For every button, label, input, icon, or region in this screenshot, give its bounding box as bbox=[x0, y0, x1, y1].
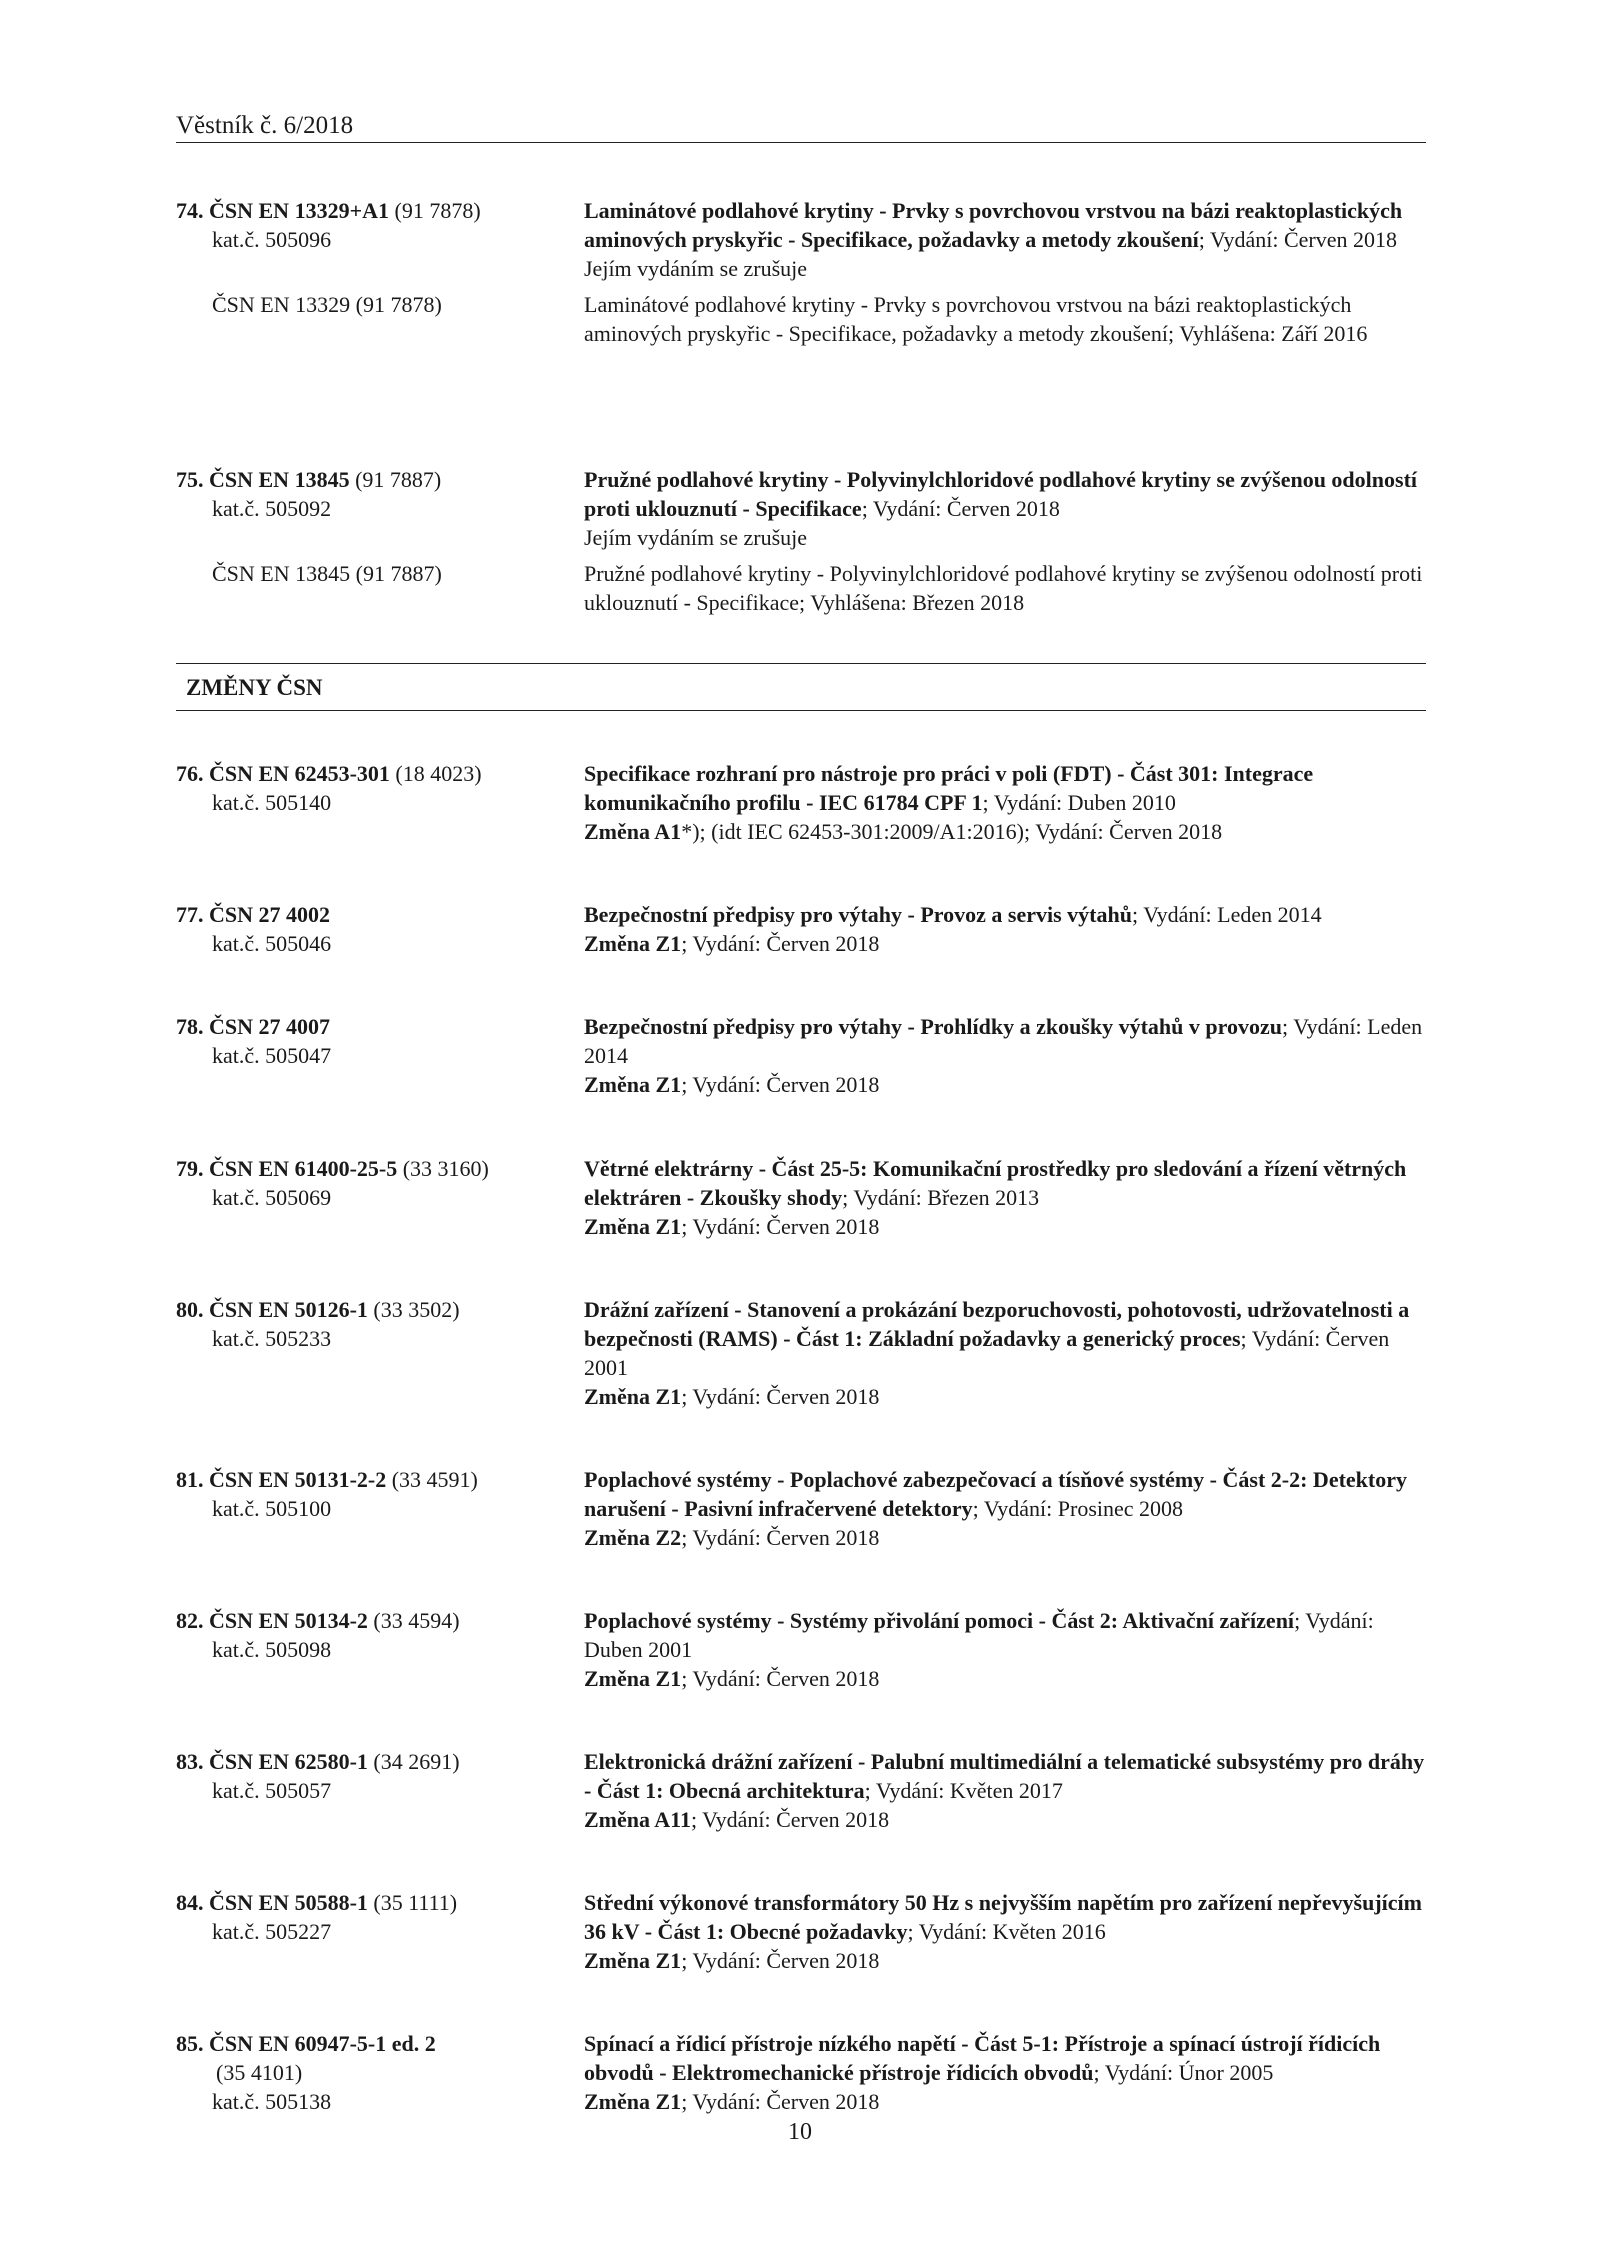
standard-entry-76 bbox=[176, 759, 1426, 846]
entry-number: 77. bbox=[176, 902, 209, 927]
entry-number: 82. bbox=[176, 1608, 209, 1633]
class-code: (91 7878) bbox=[389, 198, 481, 223]
standard-code: ČSN EN 50588-1 bbox=[209, 1890, 368, 1915]
entry-id bbox=[176, 2029, 584, 2116]
issue-date: ; Vydání: Leden 2014 bbox=[584, 1014, 1423, 1068]
entry-id bbox=[176, 196, 584, 283]
change-label: Změna A1 bbox=[584, 819, 682, 844]
catalog-number: kat.č. 505092 bbox=[212, 496, 332, 521]
entry-description bbox=[584, 759, 1426, 846]
cancel-note: Jejím vydáním se zrušuje bbox=[584, 256, 808, 281]
entry-number: 80. bbox=[176, 1297, 209, 1322]
standard-entry-78 bbox=[176, 1012, 1426, 1099]
change-label: Změna Z1 bbox=[584, 1214, 682, 1239]
standard-title: Bezpečnostní předpisy pro výtahy - Provoz a servis výtahů bbox=[584, 902, 1132, 927]
standard-entry-81 bbox=[176, 1465, 1426, 1552]
standard-title: Poplachové systémy - Systémy přivolání pomoci - Část 2: Aktivační zařízení bbox=[584, 1608, 1295, 1633]
class-code: (18 4023) bbox=[389, 761, 482, 786]
class-code: (91 7887) bbox=[349, 467, 442, 492]
change-date: ; Vydání: Červen 2018 bbox=[681, 1384, 880, 1409]
class-code: (33 3160) bbox=[397, 1156, 489, 1181]
change-label: Změna Z1 bbox=[584, 1666, 682, 1691]
change-label: Změna Z1 bbox=[584, 2089, 682, 2114]
standard-title: Elektronická drážní zařízení - Palubní multimediální a telematické subsystémy pro dráhy - Část 1: Obecná architektura bbox=[584, 1749, 1425, 1803]
issue-date: ; Vydání: Červen 2018 bbox=[861, 496, 1060, 521]
change-label: Změna Z1 bbox=[584, 1384, 682, 1409]
entry-description bbox=[584, 900, 1426, 958]
change-date: ; Vydání: Červen 2018 bbox=[690, 1807, 890, 1832]
standard-code: ČSN EN 62453-301 bbox=[209, 761, 390, 786]
entry-number: 79. bbox=[176, 1156, 209, 1181]
section-title: ZMĚNY ČSN bbox=[176, 663, 1426, 711]
standard-entry-83 bbox=[176, 1747, 1426, 1834]
cancelled-standard-code: ČSN EN 13845 (91 7887) bbox=[212, 561, 442, 586]
change-label: Změna Z1 bbox=[584, 1948, 682, 1973]
entry-id bbox=[176, 465, 584, 552]
change-label: Změna A11 bbox=[584, 1807, 691, 1832]
issue-date: ; Vydání: Únor 2005 bbox=[1093, 2060, 1274, 2085]
entry-id bbox=[176, 1154, 584, 1241]
entry-number: 76. bbox=[176, 761, 209, 786]
catalog-number: kat.č. 505100 bbox=[212, 1496, 332, 1521]
entry-description bbox=[584, 196, 1426, 283]
entry-description bbox=[584, 1295, 1426, 1411]
change-label: Změna Z1 bbox=[584, 931, 682, 956]
standard-title: Větrné elektrárny - Část 25-5: Komunikační prostředky pro sledování a řízení větrných elektráren - Zkoušky shody bbox=[584, 1156, 1407, 1210]
standard-title: Pružné podlahové krytiny - Polyvinylchloridové podlahové krytiny se zvýšenou odolností proti uklouznutí - Specifikace bbox=[584, 467, 1418, 521]
change-date: *); (idt IEC 62453-301:2009/A1:2016); Vydání: Červen 2018 bbox=[681, 819, 1223, 844]
cancelled-standard-text: Pružné podlahové krytiny - Polyvinylchloridové podlahové krytiny se zvýšenou odolností proti uklouznutí - Specifikace; Vyhlášena: Březen 2018 bbox=[584, 561, 1423, 615]
entry-id bbox=[176, 1465, 584, 1552]
class-code: (33 4591) bbox=[386, 1467, 478, 1492]
issue-date: ; Vydání: Duben 2001 bbox=[584, 1608, 1374, 1662]
cancel-note: Jejím vydáním se zrušuje bbox=[584, 525, 808, 550]
standard-entry-80 bbox=[176, 1295, 1426, 1411]
standard-title: Spínací a řídicí přístroje nízkého napětí - Část 5-1: Přístroje a spínací ústrojí řídicích obvodů - Elektromechanické přístroje řídicích obvodů bbox=[584, 2031, 1381, 2085]
page-header: Věstník č. 6/2018 bbox=[176, 112, 1426, 143]
entry-number: 84. bbox=[176, 1890, 209, 1915]
standard-title: Bezpečnostní předpisy pro výtahy - Prohlídky a zkoušky výtahů v provozu bbox=[584, 1014, 1283, 1039]
entry-number: 74. bbox=[176, 198, 209, 223]
standard-entry-75 bbox=[176, 465, 1426, 617]
catalog-number: kat.č. 505227 bbox=[212, 1919, 332, 1944]
standard-title: Poplachové systémy - Poplachové zabezpečovací a tísňové systémy - Část 2-2: Detektory narušení - Pasivní infračervené detektory bbox=[584, 1467, 1408, 1521]
catalog-number: kat.č. 505096 bbox=[212, 227, 332, 252]
entry-id bbox=[176, 1888, 584, 1975]
standard-entry-74 bbox=[176, 196, 1426, 348]
entry-id bbox=[176, 1295, 584, 1411]
change-label: Změna Z1 bbox=[584, 1072, 682, 1097]
class-code: (33 3502) bbox=[367, 1297, 460, 1322]
entry-description bbox=[584, 1465, 1426, 1552]
class-code: (33 4594) bbox=[367, 1608, 460, 1633]
standard-title: Specifikace rozhraní pro nástroje pro práci v poli (FDT) - Část 301: Integrace komunikačního profilu - IEC 61784 CPF 1 bbox=[584, 761, 1314, 815]
change-label: Změna Z2 bbox=[584, 1525, 682, 1550]
entry-number: 83. bbox=[176, 1749, 209, 1774]
issue-date: ; Vydání: Květen 2016 bbox=[907, 1919, 1106, 1944]
entry-description bbox=[584, 2029, 1426, 2116]
standard-code: ČSN EN 60947-5-1 ed. 2 bbox=[209, 2031, 436, 2056]
entry-number: 81. bbox=[176, 1467, 209, 1492]
change-date: ; Vydání: Červen 2018 bbox=[681, 1072, 880, 1097]
catalog-number: kat.č. 505046 bbox=[212, 931, 332, 956]
entry-description bbox=[584, 1888, 1426, 1975]
standard-code: ČSN EN 50134-2 bbox=[209, 1608, 368, 1633]
issue-date: ; Vydání: Červen 2018 bbox=[1198, 227, 1397, 252]
catalog-number: kat.č. 505047 bbox=[212, 1043, 332, 1068]
issue-date: ; Vydání: Prosinec 2008 bbox=[972, 1496, 1184, 1521]
class-code: (34 2691) bbox=[367, 1749, 460, 1774]
standard-entry-84 bbox=[176, 1888, 1426, 1975]
standard-title: Střední výkonové transformátory 50 Hz s nejvyšším napětím pro zařízení nepřevyšujícím 36 kV - Část 1: Obecné požadavky bbox=[584, 1890, 1422, 1944]
entry-number: 75. bbox=[176, 467, 209, 492]
standard-title: Laminátové podlahové krytiny - Prvky s povrchovou vrstvou na bázi reaktoplastických aminových pryskyřic - Specifikace, požadavky a metody zkoušení bbox=[584, 198, 1403, 252]
standard-code: ČSN EN 13845 bbox=[209, 467, 350, 492]
page-number: 10 bbox=[788, 2119, 812, 2145]
entry-id bbox=[176, 759, 584, 846]
entry-number: 78. bbox=[176, 1014, 209, 1039]
entry-id bbox=[176, 900, 584, 958]
entry-description bbox=[584, 1012, 1426, 1099]
catalog-number: kat.č. 505233 bbox=[212, 1326, 332, 1351]
standard-code: ČSN EN 13329+A1 bbox=[209, 198, 389, 223]
change-date: ; Vydání: Červen 2018 bbox=[681, 1214, 880, 1239]
catalog-number: kat.č. 505098 bbox=[212, 1637, 332, 1662]
catalog-number: kat.č. 505069 bbox=[212, 1185, 332, 1210]
standard-code: ČSN 27 4007 bbox=[209, 1014, 331, 1039]
class-code: (35 4101) bbox=[216, 2060, 303, 2085]
issue-date: ; Vydání: Květen 2017 bbox=[864, 1778, 1063, 1803]
cancelled-standard-text: Laminátové podlahové krytiny - Prvky s povrchovou vrstvou na bázi reaktoplastických aminových pryskyřic - Specifikace, požadavky a metody zkoušení; Vyhlášena: Září 2016 bbox=[584, 292, 1368, 346]
entry-description bbox=[584, 1154, 1426, 1241]
change-date: ; Vydání: Červen 2018 bbox=[681, 1666, 880, 1691]
entry-description bbox=[584, 1747, 1426, 1834]
standard-code: ČSN EN 50126-1 bbox=[209, 1297, 368, 1322]
change-date: ; Vydání: Červen 2018 bbox=[681, 2089, 880, 2114]
change-date: ; Vydání: Červen 2018 bbox=[681, 1948, 880, 1973]
entry-number: 85. bbox=[176, 2031, 209, 2056]
standard-entry-82 bbox=[176, 1606, 1426, 1693]
standard-code: ČSN EN 62580-1 bbox=[209, 1749, 368, 1774]
cancelled-standard-code: ČSN EN 13329 (91 7878) bbox=[212, 292, 442, 317]
catalog-number: kat.č. 505057 bbox=[212, 1778, 332, 1803]
change-date: ; Vydání: Červen 2018 bbox=[681, 931, 880, 956]
entry-description bbox=[584, 1606, 1426, 1693]
entry-description bbox=[584, 465, 1426, 552]
issue-date: ; Vydání: Duben 2010 bbox=[982, 790, 1176, 815]
issue-date: ; Vydání: Březen 2013 bbox=[842, 1185, 1040, 1210]
standard-code: ČSN EN 50131-2-2 bbox=[209, 1467, 387, 1492]
class-code: (35 1111) bbox=[367, 1890, 458, 1915]
standard-entry-85 bbox=[176, 2029, 1426, 2116]
standard-entry-77 bbox=[176, 900, 1426, 958]
change-date: ; Vydání: Červen 2018 bbox=[681, 1525, 880, 1550]
standard-code: ČSN EN 61400-25-5 bbox=[209, 1156, 398, 1181]
issue-date: ; Vydání: Leden 2014 bbox=[1131, 902, 1322, 927]
standard-code: ČSN 27 4002 bbox=[209, 902, 331, 927]
catalog-number: kat.č. 505140 bbox=[212, 790, 332, 815]
standard-entry-79 bbox=[176, 1154, 1426, 1241]
catalog-number: kat.č. 505138 bbox=[212, 2089, 332, 2114]
issue-date: ; Vydání: Červen 2001 bbox=[584, 1326, 1390, 1380]
standard-title: Drážní zařízení - Stanovení a prokázání bezporuchovosti, pohotovosti, udržovatelnosti a bezpečnosti (RAMS) - Část 1: Základní požadavky a generický proces bbox=[584, 1297, 1410, 1351]
entry-id bbox=[176, 1606, 584, 1693]
entry-id bbox=[176, 1012, 584, 1099]
entry-id bbox=[176, 1747, 584, 1834]
